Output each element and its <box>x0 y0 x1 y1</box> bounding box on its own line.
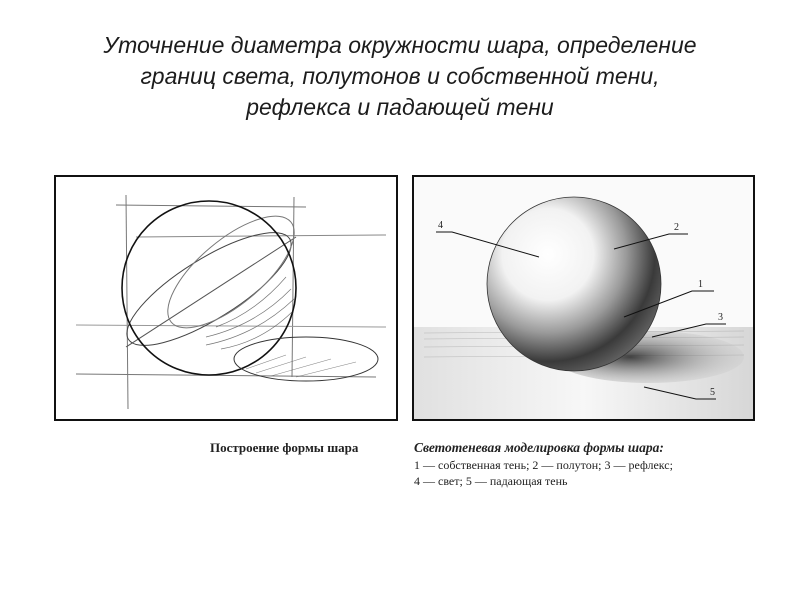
sphere-shading-figure <box>412 175 755 421</box>
label-3: 3 <box>718 312 723 323</box>
label-5: 5 <box>710 387 715 398</box>
sphere-construction-drawing <box>56 177 396 419</box>
legend-line-1: 1 — собственная тень; 2 — полутон; 3 — рефлекс; <box>414 458 673 472</box>
label-1: 1 <box>698 279 703 290</box>
label-4: 4 <box>438 220 443 231</box>
sphere-construction-figure <box>54 175 398 421</box>
left-figure-caption: Построение формы шара <box>210 440 359 455</box>
slide-title <box>40 30 760 123</box>
right-figure-caption: Светотеневая моделировка формы шара: <box>414 440 664 455</box>
title-line-2: границ света, полутонов и собственной тени, <box>140 63 660 89</box>
title-line-1: Уточнение диаметра окружности шара, определение <box>103 32 697 58</box>
label-2: 2 <box>674 222 679 233</box>
sphere-shading-drawing <box>414 177 753 419</box>
title-line-3: рефлекса и падающей тени <box>246 94 554 120</box>
legend-line-2: 4 — свет; 5 — падающая тень <box>414 474 568 488</box>
